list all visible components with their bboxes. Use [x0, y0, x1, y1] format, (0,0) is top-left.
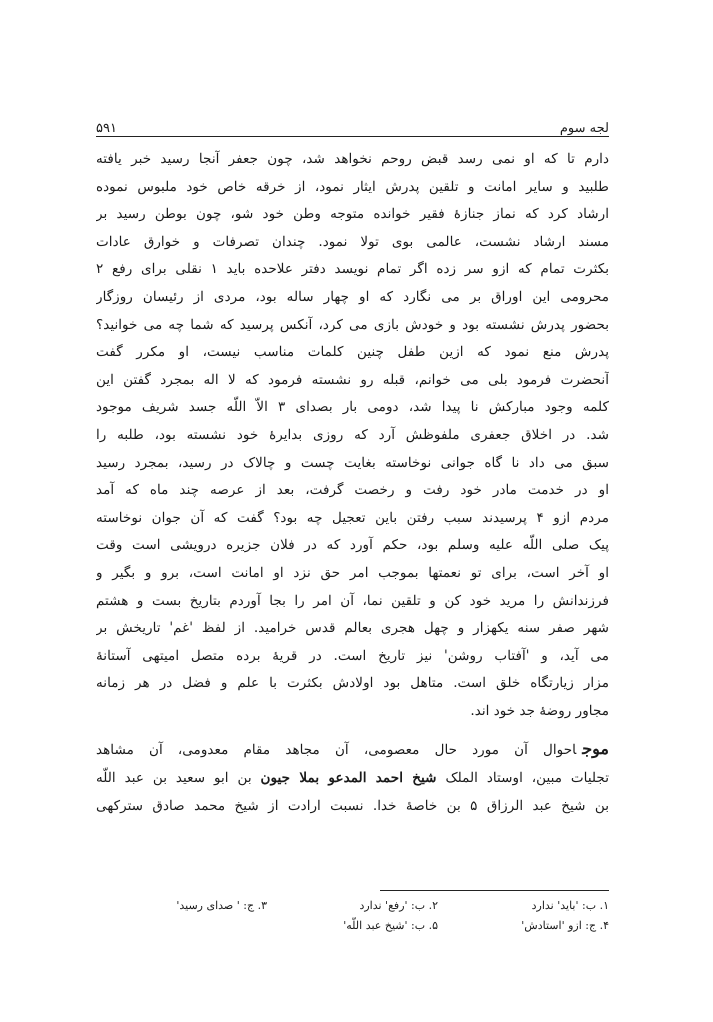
person-name-bold: شیخ احمد المدعو بملا جیون: [260, 770, 437, 787]
paragraph-1-line: پدرش منع نمود که ازین طفل چنین کلمات مناسب نیست، او مکرر گفت: [96, 344, 609, 361]
paragraph-1-line: شهر صفر سنه یکهزار و چهل هجری بعالم قدس خرامید. از لفظ 'غم' تاریخش بر: [96, 620, 609, 637]
footnotes: [96, 896, 609, 936]
footnote-row-1: [96, 896, 609, 916]
paragraph-2-line-1: [96, 735, 609, 765]
footnote-row-2: [96, 916, 609, 936]
footnote-rule: [380, 890, 609, 891]
footnote-3: ۳. ج: ' صدای رسید': [176, 899, 267, 912]
paragraph-1-line: فرزندانش را مرید خود کن و تلقین نما، آن امر را بجا آوردم بتاریخ بست و هشتم: [96, 592, 609, 609]
paragraph-1: [96, 146, 609, 725]
paragraph-1-line: بکثرت تمام که ازو سر زده اگر تمام نویسد دفتر علاحده باید ۱ نقلی برای رفع ۲: [96, 261, 609, 278]
paragraph-2-line-2: [96, 765, 609, 793]
paragraph-2: [96, 735, 609, 820]
paragraph-1-line: می آید، و 'آفتاب روشن' نیز تاریخ است. در قریهٔ برده متصل امیتهی آستانهٔ: [96, 647, 609, 664]
paragraph-1-line: مردم ازو ۴ پرسیدند سبب رفتن باین تعجیل چه بود؟ گفت که آن جوان نوخاسته: [96, 509, 609, 526]
footnote-1: ۱. ب: 'باید' ندارد: [531, 899, 609, 912]
paragraph-1-line: کلمه وجود مبارکش نا پیدا شد، دومی بار بصدای ۳ الاّ اللّه جسد شریف موجود: [96, 399, 609, 416]
paragraph-1-line: مجاور روضهٔ جد خود اند.: [470, 702, 609, 719]
paragraph-2-line-2-post: بن ابو سعید بن عبد اللّه: [96, 770, 252, 787]
paragraph-2-line-2-pre: تجلیات مبین، اوستاد الملک: [445, 770, 609, 787]
paragraph-1-line: او آخر است، برای تو نعمتها بموجب امر حق نزد او امانت است، برو و بگیر و: [96, 564, 609, 581]
footnote-5: ۵. ب: 'شیخ عبد اللّه': [343, 919, 438, 932]
paragraph-1-line: دارم تا که او نمی رسد قبض روحم نخواهد شد، چون جعفر آنجا رسید خبر یافته: [96, 151, 609, 167]
paragraph-1-line: پیک صلی اللّه علیه وسلم بود، حکم آورد که در فلان جزیره درویشی است وقت: [96, 537, 609, 554]
paragraph-1-line: او در خدمت مادر خود رفت و رخصت گرفت، بعد از عرصه چند ماه که آمد: [96, 482, 609, 499]
paragraph-1-line: طلبید و سایر امانت و تلقین پدرش ایثار نمود، از خرقه خاص خود ملبوس نموده: [96, 178, 609, 195]
paragraph-1-line: شد. در اخلاق جعفری ملفوظش آرد که روزی بدایرهٔ خود نشسته بود، طلبه را: [96, 426, 609, 443]
footnote-2: ۲. ب: 'رفع' ندارد: [359, 899, 438, 912]
paragraph-1-line: سبق می داد نا گاه جوانی نوخاسته بغایت چست و چالاک در رسید، بمجرد رسید: [96, 454, 609, 471]
header-rule: [96, 136, 609, 137]
page-header: [96, 116, 609, 138]
chapter-title: لجه سوم: [559, 121, 609, 136]
paragraph-1-line: مسند ارشاد نشست، عالمی بوی تولا نمود. چندان تصرفات و خوارق عادات: [96, 233, 609, 250]
page-number: ۵۹۱: [96, 121, 117, 136]
body-text: [96, 146, 609, 820]
section-heading-mawj: موج: [582, 739, 609, 759]
paragraph-2-line-1-text: احوال آن مورد حال معصومی، آن مجاهد مقام معدومی، آن مشاهد: [96, 742, 577, 759]
paragraph-2-line-3: بن شیخ عبد الرزاق ۵ بن خاصهٔ خدا. نسبت ارادت از شیخ محمد صادق سترکهی: [96, 797, 609, 814]
paragraph-1-line: مزار زیارتگاه خلق است. متاهل بود اولادش بکثرت با علم و فضل در هر زمانه: [96, 675, 609, 692]
paragraph-1-line: بحضور پدرش نشسته بود و خودش بازی می کرد، آنکس پرسید که شما چه می خوانید؟: [96, 316, 609, 333]
paragraph-1-line: ارشاد کرد که نماز جنازهٔ فقیر خوانده متوجه وطن خود شو، چون بوطن رسید بر: [96, 206, 609, 223]
footnote-4: ۴. ج: ازو 'استادش': [521, 919, 609, 932]
paragraph-gap: [96, 725, 609, 735]
paragraph-1-line: محرومی این اوراق بر می نگارد که او چهار ساله بود، مردی از رئیسان روزگار: [96, 288, 609, 305]
paragraph-1-line: آنحضرت فرمود بلی می خوانم، قبله رو نشسته فرمود که لا اله بمجرد گفتن این: [96, 371, 609, 388]
